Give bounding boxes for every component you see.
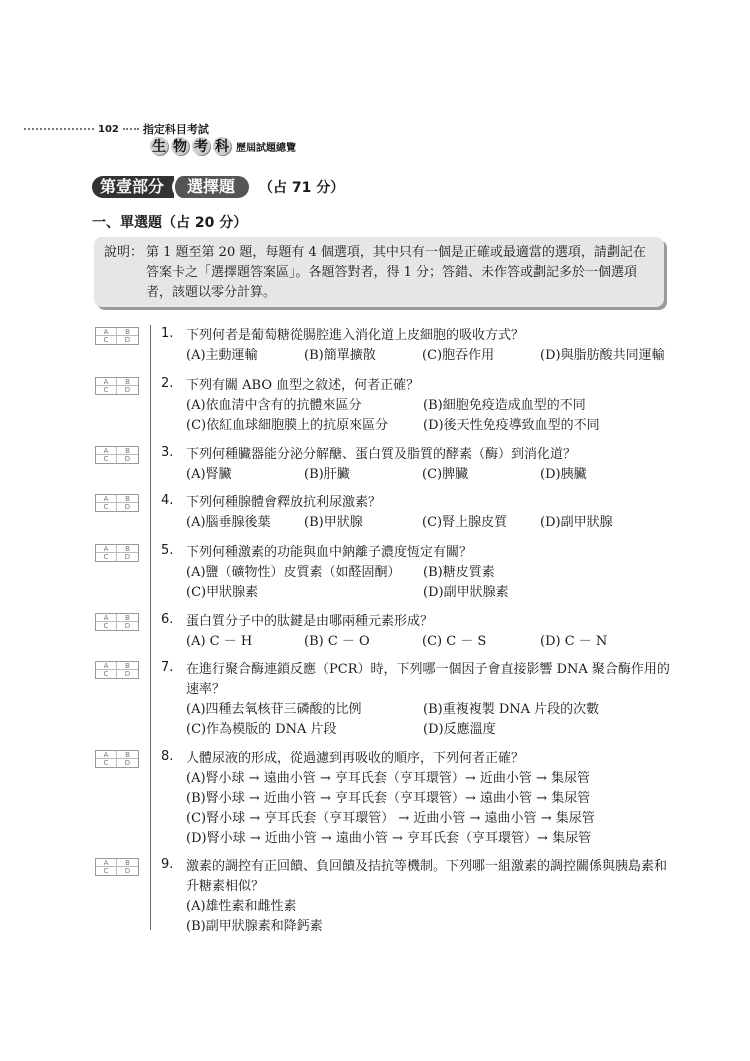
question-text: 下列何種激素的功能與血中鈉離子濃度恆定有關？ (186, 545, 473, 560)
options (186, 396, 670, 436)
options (186, 563, 670, 603)
question-text: 下列有關 ABO 血型之敘述，何者正確？ (186, 378, 420, 393)
option-a[interactable]: (A)四種去氧核苷三磷酸的比例 (186, 702, 362, 717)
grid-cell-d: D (124, 622, 131, 630)
option-b[interactable]: (B)糖皮質素 (423, 565, 495, 580)
grid-cell-c: C (96, 336, 117, 344)
option-b[interactable]: (B)重複複製 DNA 片段的次數 (423, 702, 600, 717)
option-a[interactable]: (A)腦垂腺後葉 (186, 515, 271, 530)
options (186, 769, 670, 849)
grid-cell-b: B (117, 614, 138, 622)
option-d[interactable]: (D)胰臟 (540, 467, 587, 482)
question-text: 下列何種臟器能分泌分解醣、蛋白質及脂質的酵素（酶）到消化道？ (186, 447, 577, 462)
options (186, 632, 670, 652)
subject-char: 科 (215, 139, 229, 155)
instructions-label: 說明： (104, 245, 144, 260)
grid-cell-d: D (124, 503, 131, 511)
subject-char: 生 (152, 139, 166, 155)
option-a[interactable]: (A)雄性素和雌性素 (186, 899, 297, 914)
answer-grid[interactable] (95, 613, 139, 631)
option-b[interactable]: (B)簡單擴散 (304, 348, 376, 363)
option-d[interactable]: (D)後天性免疫導致血型的不同 (423, 418, 600, 433)
options (186, 465, 670, 485)
option-c[interactable]: (C)脾臟 (422, 467, 469, 482)
section-banner (92, 176, 344, 198)
leader-dots (24, 128, 94, 130)
answer-grid[interactable] (95, 661, 139, 679)
grid-cell-c: C (96, 503, 117, 511)
answer-grid[interactable] (95, 544, 139, 562)
grid-cell-d: D (124, 553, 131, 561)
option-c[interactable]: (C)甲狀腺素 (186, 585, 259, 600)
subsection-heading: 一、單選題（占 20 分） (92, 215, 248, 231)
option-a[interactable]: (A) C － H (186, 634, 253, 649)
answer-grid[interactable] (95, 446, 139, 464)
option-a[interactable]: (A)鹽（礦物性）皮質素（如醛固酮） (186, 565, 401, 580)
grid-cell-c: C (96, 622, 117, 630)
answer-grid[interactable] (95, 494, 139, 512)
option-a[interactable]: (A)腎臟 (186, 467, 232, 482)
grid-cell-a: A (96, 751, 117, 759)
option-d[interactable]: (D)副甲狀腺 (540, 515, 613, 530)
answer-grid[interactable] (95, 858, 139, 876)
question-number: 6. (161, 612, 174, 627)
grid-cell-d: D (124, 670, 131, 678)
option-c[interactable]: (C)作為模版的 DNA 片段 (186, 722, 337, 737)
option-d[interactable]: (D) C － N (540, 634, 608, 649)
question-number: 4. (161, 493, 174, 508)
grid-cell-b: B (117, 495, 138, 503)
grid-cell-b: B (117, 859, 138, 867)
section-part-label: 第壹部分 (92, 176, 174, 198)
grid-cell-c: C (96, 759, 117, 767)
option-b[interactable]: (B)甲狀腺 (304, 515, 363, 530)
option-c[interactable]: (C)腎小球 → 亨耳氏套（亨耳環管） → 近曲小管 → 遠曲小管 → 集尿管 (186, 811, 595, 826)
option-a[interactable]: (A)依血清中含有的抗體來區分 (186, 398, 362, 413)
grid-cell-d: D (124, 867, 131, 875)
instructions-text: 第 1 題至第 20 題，每題有 4 個選項，其中只有一個是正確或最適當的選項，請劃記在答案卡之「選擇題答案區」。各題答對者，得 1 分；答錯、未作答或劃記多於一個選項者，該題以零分計算。 (146, 245, 646, 300)
grid-cell-c: C (96, 455, 117, 463)
section-title: 選擇題 (172, 176, 249, 198)
question-text: 下列何種腺體會釋放抗利尿激素？ (186, 495, 382, 510)
subject-char: 考 (194, 139, 208, 155)
question-text: 下列何者是葡萄糖從腸腔進入消化道上皮細胞的吸收方式？ (186, 328, 525, 343)
margin-rule (150, 325, 151, 930)
option-c[interactable]: (C) C － S (422, 634, 487, 649)
question-text: 激素的調控有正回饋、負回饋及拮抗等機制。下列哪一組激素的調控關係與胰島素和升糖素相似？ (186, 859, 668, 894)
grid-cell-c: C (96, 867, 117, 875)
grid-cell-a: A (96, 859, 117, 867)
exam-name: 指定科目考試 (142, 123, 209, 136)
option-d[interactable]: (D)腎小球 → 近曲小管 → 遠曲小管 → 亨耳氏套（亨耳環管）→ 集尿管 (186, 831, 592, 846)
question-number: 9. (161, 857, 174, 872)
grid-cell-b: B (117, 447, 138, 455)
question-number: 8. (161, 749, 174, 764)
option-b[interactable]: (B)副甲狀腺素和降鈣素 (186, 919, 323, 934)
question-text: 蛋白質分子中的肽鍵是由哪兩種元素形成？ (186, 614, 434, 629)
option-d[interactable]: (D)副甲狀腺素 (423, 585, 509, 600)
option-c[interactable]: (C)依紅血球細胞膜上的抗原來區分 (186, 418, 389, 433)
option-d[interactable]: (D)反應溫度 (423, 722, 496, 737)
grid-cell-b: B (117, 751, 138, 759)
subject-title (150, 137, 296, 155)
option-b[interactable]: (B) C － O (304, 634, 370, 649)
options (186, 513, 670, 533)
options (186, 897, 670, 937)
answer-grid[interactable] (95, 327, 139, 345)
grid-cell-d: D (124, 759, 131, 767)
answer-grid[interactable] (95, 377, 139, 395)
question-number: 5. (161, 543, 174, 558)
grid-cell-a: A (96, 328, 117, 336)
grid-cell-a: A (96, 447, 117, 455)
grid-cell-d: D (124, 386, 131, 394)
options (186, 346, 670, 366)
option-c[interactable]: (C)胞吞作用 (422, 348, 495, 363)
option-a[interactable]: (A)主動運輸 (186, 348, 258, 363)
option-b[interactable]: (B)腎小球 → 近曲小管 → 亨耳氏套（亨耳環管）→ 遠曲小管 → 集尿管 (186, 791, 591, 806)
subject-char: 物 (173, 139, 187, 155)
answer-grid[interactable] (95, 750, 139, 768)
grid-cell-b: B (117, 662, 138, 670)
option-b[interactable]: (B)肝臟 (304, 467, 350, 482)
grid-cell-b: B (117, 545, 138, 553)
section-score: （占 71 分） (259, 180, 345, 196)
grid-cell-d: D (124, 336, 131, 344)
grid-cell-c: C (96, 670, 117, 678)
question-text: 在進行聚合酶連鎖反應（PCR）時，下列哪一個因子會直接影響 DNA 聚合酶作用的速率？ (186, 662, 670, 697)
option-c[interactable]: (C)腎上腺皮質 (422, 515, 508, 530)
grid-cell-b: B (117, 378, 138, 386)
grid-cell-a: A (96, 378, 117, 386)
question-text: 人體尿液的形成，從過濾到再吸收的順序，下列何者正確？ (186, 751, 525, 766)
option-d[interactable]: (D)與脂肪酸共同運輸 (540, 348, 665, 363)
question-number: 1. (161, 326, 174, 341)
grid-cell-b: B (117, 328, 138, 336)
grid-cell-a: A (96, 545, 117, 553)
options (186, 700, 670, 740)
option-b[interactable]: (B)細胞免疫造成血型的不同 (423, 398, 586, 413)
question-number: 2. (161, 376, 174, 391)
grid-cell-c: C (96, 553, 117, 561)
running-head (24, 121, 209, 137)
grid-cell-d: D (124, 455, 131, 463)
question-number: 7. (161, 660, 174, 675)
question-number: 3. (161, 445, 174, 460)
option-a[interactable]: (A)腎小球 → 遠曲小管 → 亨耳氏套（亨耳環管）→ 近曲小管 → 集尿管 (186, 771, 591, 786)
grid-cell-a: A (96, 662, 117, 670)
instructions-box (94, 237, 664, 307)
grid-cell-a: A (96, 614, 117, 622)
grid-cell-a: A (96, 495, 117, 503)
grid-cell-c: C (96, 386, 117, 394)
leader-dots-short (123, 128, 139, 130)
subtitle: 歷屆試題總覽 (236, 142, 296, 154)
page-number: 102 (98, 123, 119, 135)
